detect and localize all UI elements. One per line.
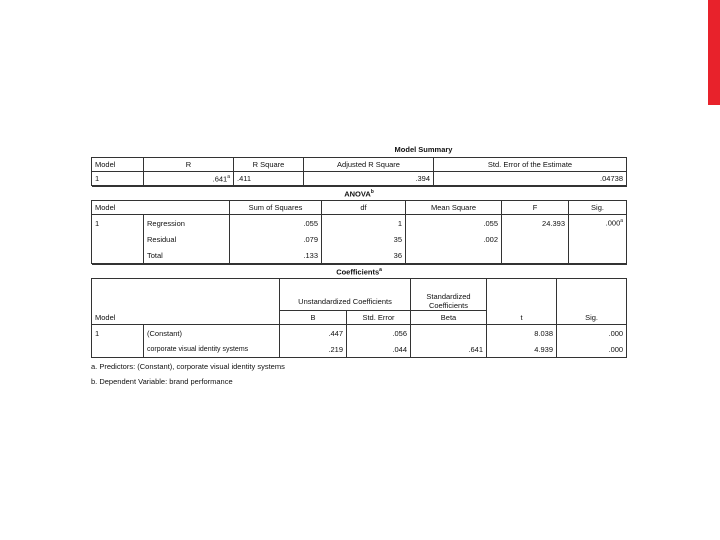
sig-cell (569, 247, 627, 264)
model-summary-table (91, 157, 627, 186)
model-cell (92, 231, 144, 247)
df-cell: 36 (322, 247, 406, 264)
table-row (92, 231, 627, 247)
header-cell: Beta (411, 311, 487, 325)
f-cell (502, 247, 569, 264)
group-std-header: Standardized Coefficients (411, 292, 487, 311)
header-cell: Mean Square (406, 201, 502, 215)
footnote-a: a. Predictors: (Constant), corporate visual identity systems (91, 362, 285, 371)
t-cell: 8.038 (487, 325, 557, 342)
header-cell: F (502, 201, 569, 215)
f-cell (502, 231, 569, 247)
footnote-b: b. Dependent Variable: brand performance (91, 377, 233, 386)
header-cell: Sum of Squares (230, 201, 322, 215)
coefficients-table (91, 264, 627, 358)
accent-bar (708, 0, 720, 105)
header-cell: df (322, 201, 406, 215)
row-label: Total (144, 247, 230, 264)
anova-title: ANOVA$^b$ (92, 187, 627, 201)
row-label: Residual (144, 231, 230, 247)
table-row (92, 172, 627, 186)
model-cell: 1 (92, 325, 144, 342)
ss-cell: .055 (230, 215, 322, 232)
header-cell: B (280, 311, 347, 325)
b-cell: .219 (280, 341, 347, 358)
r-square-cell: .411 (234, 172, 304, 186)
model-summary-title: Model Summary (394, 145, 453, 154)
blank-cell (487, 292, 557, 311)
sig-cell: .000 (557, 325, 627, 342)
header-cell: Sig. (557, 311, 627, 325)
header-cell: t (487, 311, 557, 325)
model-cell: 1 (92, 172, 144, 186)
header-cell: R Square (234, 158, 304, 172)
blank-cell (487, 279, 557, 293)
se-cell: .044 (347, 341, 411, 358)
table-header-row (92, 311, 627, 325)
row-label: corporate visual identity systems (144, 341, 280, 358)
row-label: (Constant) (144, 325, 280, 342)
beta-cell (411, 325, 487, 342)
model-cell: 1 (92, 215, 144, 232)
r-cell: .641$^a$ (144, 172, 234, 186)
group-unstd-header: Unstandardized Coefficients (280, 292, 411, 311)
std-error-cell: .04738 (434, 172, 627, 186)
header-cell: R (144, 158, 234, 172)
df-cell: 1 (322, 215, 406, 232)
header-cell: Model (92, 201, 230, 215)
se-cell: .056 (347, 325, 411, 342)
header-cell: Model (92, 158, 144, 172)
table-row (92, 215, 627, 232)
coefficients-title: Coefficients$^a$ (92, 265, 627, 279)
ms-cell (406, 247, 502, 264)
blank-cell (92, 279, 280, 293)
sig-cell (569, 231, 627, 247)
t-cell: 4.939 (487, 341, 557, 358)
header-cell: Sig. (569, 201, 627, 215)
header-cell: Std. Error of the Estimate (434, 158, 627, 172)
ss-cell: .133 (230, 247, 322, 264)
header-cell: Std. Error (347, 311, 411, 325)
f-cell: 24.393 (502, 215, 569, 232)
table-row (92, 325, 627, 342)
table-header-row (92, 201, 627, 215)
blank-cell (92, 292, 280, 311)
table-row (92, 341, 627, 358)
table-row (92, 247, 627, 264)
blank-cell (557, 279, 627, 293)
sig-cell: .000 (557, 341, 627, 358)
blank-cell (280, 279, 411, 293)
anova-table (91, 186, 627, 264)
spss-output (91, 143, 626, 388)
ms-cell: .055 (406, 215, 502, 232)
header-cell: Model (92, 311, 280, 325)
blank-cell (411, 279, 487, 293)
row-label: Regression (144, 215, 230, 232)
sig-cell: .000$^a$ (569, 215, 627, 232)
beta-cell: .641 (411, 341, 487, 358)
model-cell (92, 247, 144, 264)
header-cell: Adjusted R Square (304, 158, 434, 172)
blank-cell (557, 292, 627, 311)
ss-cell: .079 (230, 231, 322, 247)
df-cell: 35 (322, 231, 406, 247)
b-cell: .447 (280, 325, 347, 342)
table-header-row (92, 158, 627, 172)
adj-r-square-cell: .394 (304, 172, 434, 186)
ms-cell: .002 (406, 231, 502, 247)
model-cell (92, 341, 144, 358)
